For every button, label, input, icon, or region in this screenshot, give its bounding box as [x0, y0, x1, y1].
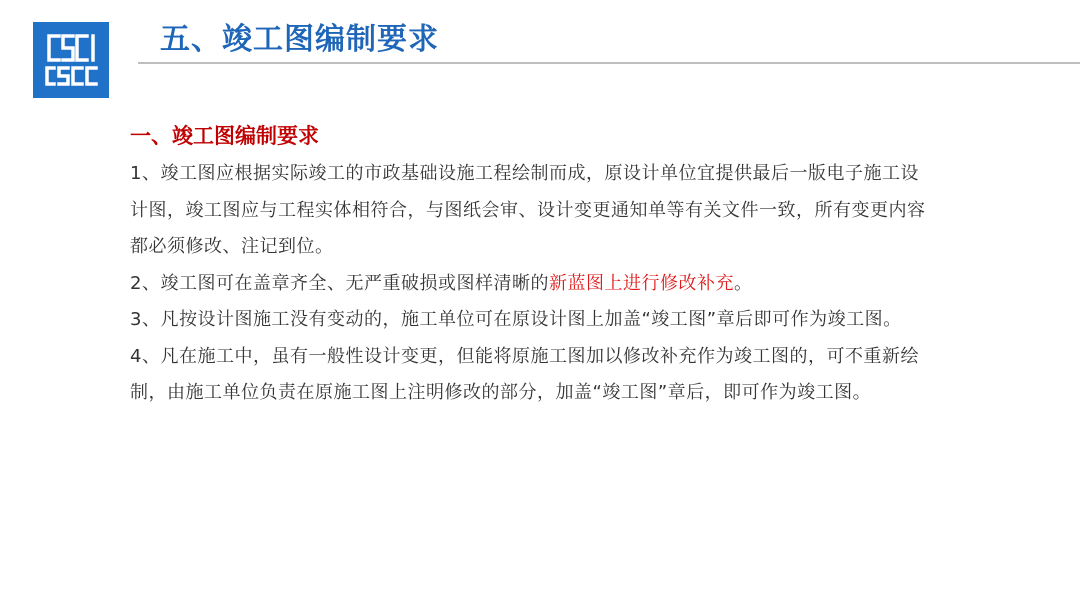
requirement-item-2	[130, 266, 930, 303]
requirement-item-2-highlight: 新蓝图上进行修改补充	[548, 272, 734, 294]
requirement-item-3-text: 3、凡按设计图施工没有变动的，施工单位可在原设计图上加盖“竣工图”章后即可作为竣工图。	[130, 309, 902, 330]
requirement-item-4-text: 4、凡在施工中，虽有一般性设计变更，但能将原施工图加以修改补充作为竣工图的，可不重新绘制，由施工单位负责在原施工图上注明修改的部分，加盖“竣工图”章后，即可作为竣工图。	[130, 345, 919, 403]
requirement-item-1	[130, 156, 930, 266]
title-divider	[138, 62, 1080, 64]
page-title: 五、竣工图编制要求	[160, 22, 439, 57]
content-area	[130, 120, 930, 412]
requirement-item-1-text: 1、竣工图应根据实际竣工的市政基础设施工程绘制而成，原设计单位宜提供最后一版电子施工设计图，竣工图应与工程实体相符合，与图纸会审、设计变更通知单等有关文件一致，所有变更内容都必须修改、注记到位。	[130, 163, 926, 257]
requirement-item-4	[130, 339, 930, 412]
cscec-logo-icon	[33, 22, 109, 98]
requirement-item-2-suffix: 。	[733, 272, 753, 294]
section-heading: 一、竣工图编制要求	[130, 124, 319, 148]
cscec-logo	[33, 22, 109, 98]
requirement-item-2-text: 2、竣工图可在盖章齐全、无严重破损或图样清晰的	[130, 272, 549, 294]
svg-text:CSCEC: CSCEC	[71, 96, 75, 97]
requirement-item-3	[130, 302, 930, 339]
